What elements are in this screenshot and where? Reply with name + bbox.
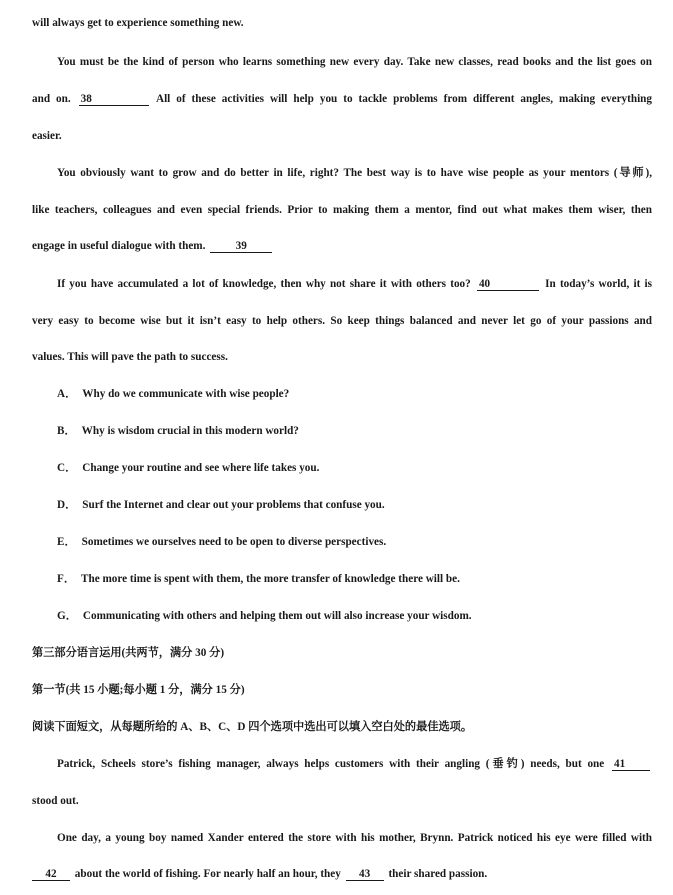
paragraph-line: values. This will pave the path to success. — [32, 351, 228, 363]
paragraph-line — [32, 92, 652, 106]
paragraph-line: One day, a young boy named Xander entered the store with his mother, Brynn. Patrick noticed his eye were filled with — [57, 832, 652, 844]
subsection-heading: 第一节(共 15 小题;每小题 1 分，满分 15 分) — [32, 684, 245, 696]
option-text: Communicating with others and helping them out will also increase your wisdom. — [82, 610, 472, 622]
option-c — [57, 461, 319, 475]
paragraph-line: You obviously want to grow and do better in life, right? The best way is to have wise people as your mentors (导师), — [57, 167, 652, 179]
option-letter: C． — [57, 462, 77, 474]
option-letter: E． — [57, 536, 76, 548]
paragraph-line: like teachers, colleagues and even special friends. Prior to making them a mentor, find out what makes them wiser, then — [32, 204, 652, 216]
text-fragment: All of these activities will help you to tackle problems from different angles, making everything — [155, 93, 652, 105]
option-text: Surf the Internet and clear out your problems that confuse you. — [82, 499, 385, 511]
paragraph-line: You must be the kind of person who learns something new every day. Take new classes, read books and the list goes on — [57, 56, 652, 68]
text-fragment: Patrick, Scheels store’s fishing manager, always helps customers with their angling (垂钓) needs, but one — [57, 758, 605, 770]
option-a — [57, 387, 289, 401]
option-g — [57, 609, 472, 623]
paragraph-line — [57, 277, 652, 291]
option-letter: B． — [57, 425, 76, 437]
option-letter: D． — [57, 499, 77, 511]
answer-blank-42: 42 — [32, 868, 70, 881]
text-fragment: and on. — [32, 93, 71, 105]
section-heading: 第三部分语言运用(共两节，满分 30 分) — [32, 647, 225, 659]
option-b — [57, 424, 299, 438]
option-text: Why do we communicate with wise people? — [82, 388, 290, 400]
paragraph-line — [32, 867, 652, 881]
option-text: Change your routine and see where life takes you. — [82, 462, 320, 474]
option-letter: F． — [57, 573, 76, 585]
text-fragment: about the world of fishing. For nearly half an hour, they — [74, 868, 341, 880]
text-fragment: If you have accumulated a lot of knowledge, then why not share it with others too? — [57, 278, 471, 290]
paragraph-line: stood out. — [32, 795, 79, 807]
answer-blank-38: 38 — [79, 93, 149, 106]
option-letter: G． — [57, 610, 77, 622]
text-fragment: their shared passion. — [388, 868, 488, 880]
answer-blank-41: 41 — [612, 758, 650, 771]
answer-blank-39: 39 — [210, 240, 272, 253]
option-text: Sometimes we ourselves need to be open to diverse perspectives. — [81, 536, 387, 548]
option-text: The more time is spent with them, the more transfer of knowledge there will be. — [81, 573, 460, 585]
option-text: Why is wisdom crucial in this modern world? — [81, 425, 299, 437]
paragraph-line: easier. — [32, 130, 62, 142]
text-fragment: In today’s world, it is — [545, 278, 653, 290]
paragraph-line — [57, 757, 652, 771]
answer-blank-40: 40 — [477, 278, 539, 291]
answer-blank-43: 43 — [346, 868, 384, 881]
paragraph-line — [32, 239, 652, 253]
option-f — [57, 572, 460, 586]
text-line: will always get to experience something new. — [32, 17, 244, 29]
option-e — [57, 535, 386, 549]
text-fragment: engage in useful dialogue with them. — [32, 240, 206, 252]
paragraph-line: very easy to become wise but it isn’t easy to help others. So keep things balanced and never let go of your passions and — [32, 315, 652, 327]
instruction-text: 阅读下面短文，从每题所给的 A、B、C、D 四个选项中选出可以填入空白处的最佳选项。 — [32, 721, 473, 733]
option-d — [57, 498, 385, 512]
option-letter: A． — [57, 388, 77, 400]
